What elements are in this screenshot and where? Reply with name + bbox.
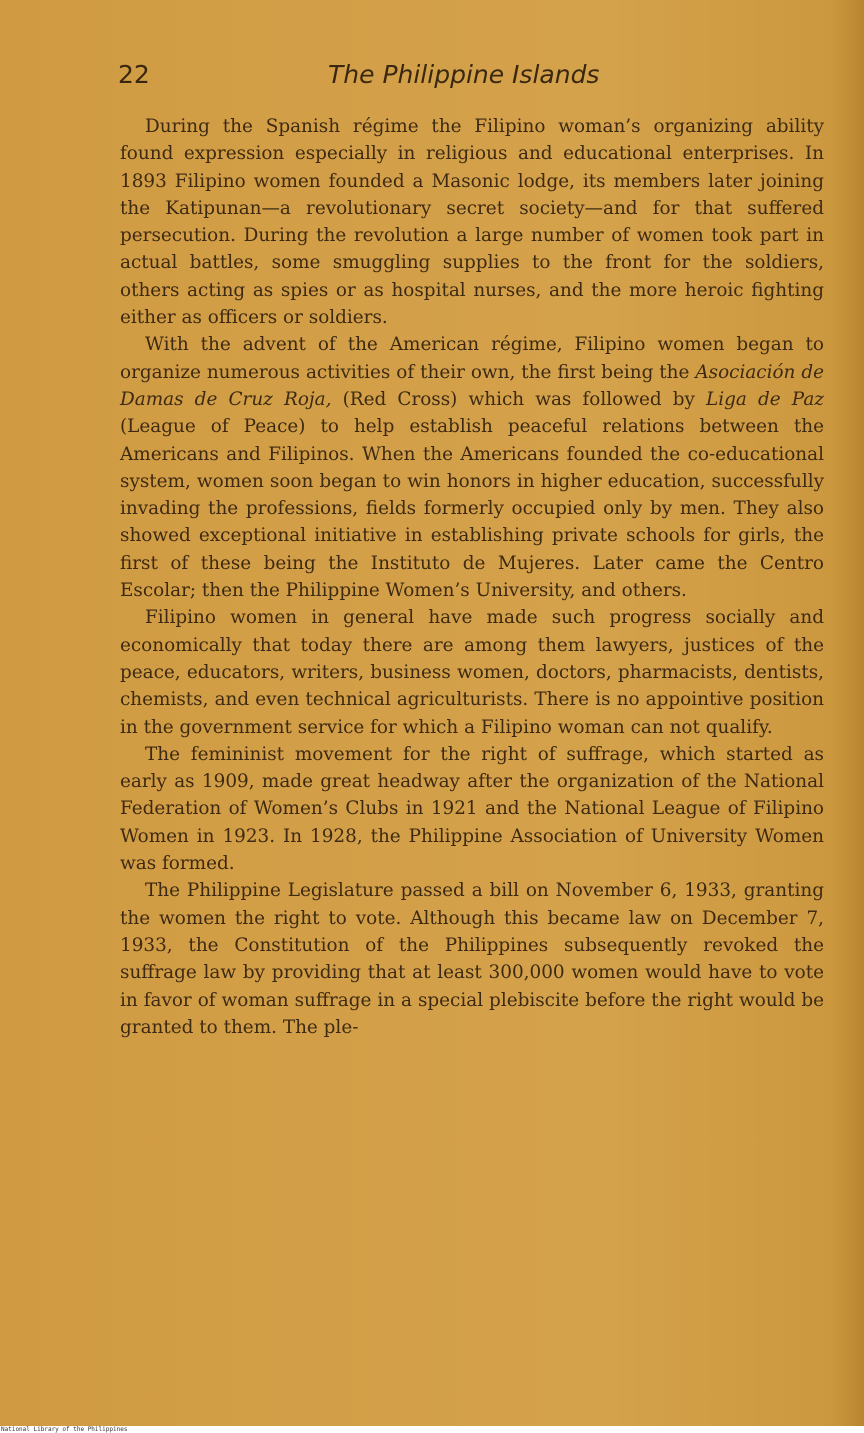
paragraph-text: With the advent of the American régime, Filipino women began to organize numerous activities of their own, the first being the — [120, 334, 824, 383]
paragraph-text: During the Spanish régime the Filipino woman’s organizing ability found expression especially in religious and educational enterprises. In 1893 Filipino women founded a Masonic lodge, its members later joining the Katipunan—a revolutionary secret society—and for that suffered persecution. During the revolution a large number of women took part in actual battles, some smuggling supplies to the front for the soldiers, others acting as spies or as hospital nurses, and the more heroic fighting either as officers or soldiers. — [120, 116, 824, 329]
page-header — [118, 60, 826, 100]
paragraph-text: The femininist movement for the right of suffrage, which started as early as 1909, made great headway after the organization of the National Federation of Women’s Clubs in 1921 and the National League of Filipino Women in 1923. In 1928, the Philippine Association of University Women was formed. — [120, 743, 824, 875]
running-title: The Philippine Islands — [328, 60, 600, 89]
body-text — [120, 113, 824, 1041]
paragraph-legislature — [120, 877, 824, 1041]
italic-term-red-cross: Asociación de Damas de Cruz Roja, — [120, 361, 824, 410]
paragraph-spanish-regime — [120, 113, 824, 331]
library-credit: National Library of the Philippines — [0, 1426, 864, 1433]
paragraph-text: (League of Peace) to help establish peaceful relations between the Americans and Filipinos. When the Americans founded the co-educational system, women soon began to win honors in higher education, successfully invading the professions, fields formerly occupied only by men. They also showed exceptional initiative in establishing private schools for girls, the first of these being the Instituto de Mujeres. Later came the Centro Escolar; then the Philippine Women’s University, and others. — [120, 416, 824, 602]
paragraph-suffrage-movement — [120, 741, 824, 877]
italic-term-liga-de-paz: Liga de Paz — [706, 388, 824, 410]
paragraph-american-regime — [120, 331, 824, 604]
paragraph-text: The Philippine Legislature passed a bill on November 6, 1933, granting the women the right to vote. Although this became law on December 7, 1933, the Constitution of the Philippines subsequently revoked the suffrage law by providing that at least 300,000 women would have to vote in favor of woman suffrage in a special plebiscite before the right would be granted to them. The ple- — [120, 880, 824, 1038]
paragraph-professions — [120, 604, 824, 740]
paragraph-text: (Red Cross) which was followed by — [331, 388, 707, 410]
page-number: 22 — [118, 60, 150, 89]
paragraph-text: Filipino women in general have made such progress socially and economically that today there are among them lawyers, justices of the peace, educators, writers, business women, doctors, pharmacists, dentists, chemists, and even technical agriculturists. There is no appointive position in the government service for which a Filipino woman can not qualify. — [120, 607, 824, 738]
